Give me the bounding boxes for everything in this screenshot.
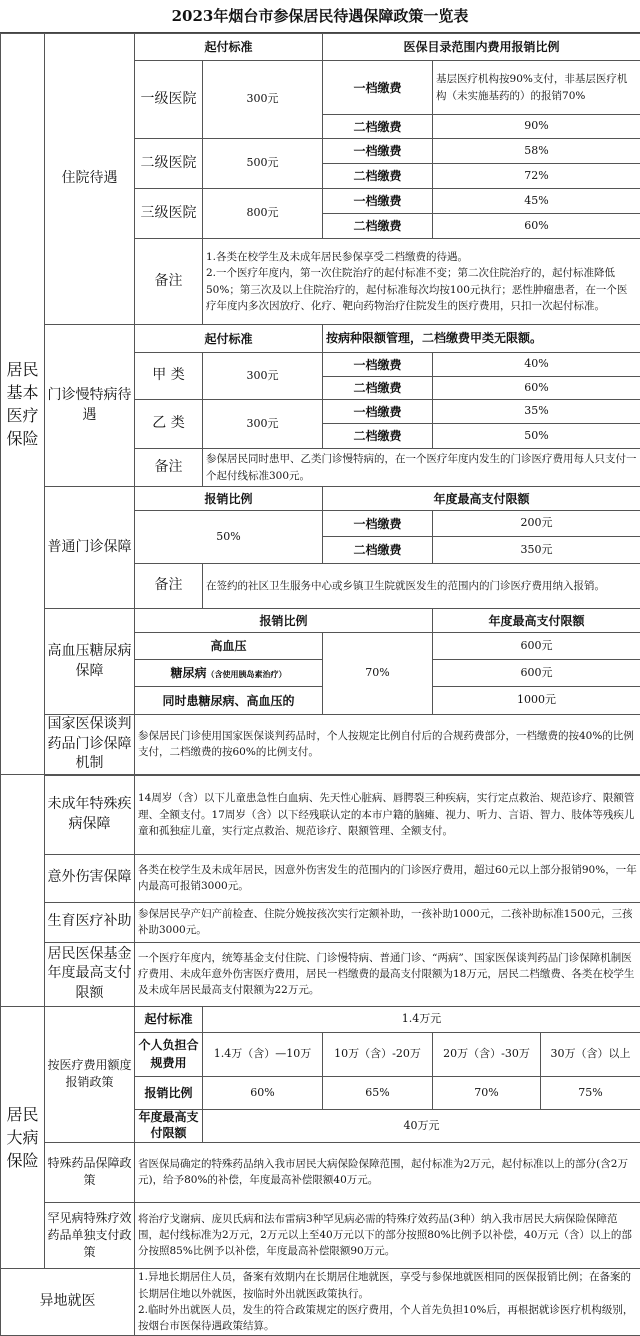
- ratio-label: 报销比例: [135, 1076, 203, 1109]
- general-ratio: 50%: [135, 511, 323, 564]
- twodisease-label: 高血压糖尿病保障: [45, 609, 135, 715]
- tier: 一档缴费: [323, 139, 433, 164]
- inpatient-note: 1.各类在校学生及未成年居民参保享受二档缴费的待遇。 2.一个医疗年度内，第一次住院治疗的起付标准不变；第二次住院治疗的，起付标准降低50%；第三次及以上住院治疗的，起付标准每次均按100元执行；恶性肿瘤患者，在一个医疗年度内多次因放疗、化疗、靶向药物治疗住院发生的医疗费用，只扣一次起付标准。: [203, 239, 640, 325]
- header-ratio: 报销比例: [135, 487, 323, 511]
- ratio: 70%: [433, 1076, 541, 1109]
- limit: 350元: [433, 537, 640, 564]
- ratio: 60%: [203, 1076, 323, 1109]
- rate: 基层医疗机构按90%支付，非基层医疗机构（未实施基药的）的报销70%: [433, 61, 640, 115]
- header-deductible: 起付标准: [135, 34, 323, 61]
- maternity-label: 生育医疗补助: [45, 902, 135, 942]
- deductible: 300元: [203, 353, 323, 400]
- tier: 二档缴费: [323, 424, 433, 449]
- header-limit: 年度最高支付限额: [433, 609, 640, 633]
- section-critical-insurance: 居民大病保险: [1, 1006, 45, 1268]
- header-reimbursement: 医保目录范围内费用报销比例: [323, 34, 640, 61]
- deductible-label: 起付标准: [135, 1006, 203, 1032]
- critical-limit: 40万元: [203, 1109, 640, 1142]
- special-label: 特殊药品保障政策: [45, 1142, 135, 1202]
- rate: 45%: [433, 189, 640, 214]
- section-basic-insurance: 居民基本医疗保险: [1, 34, 45, 775]
- maternity-text: 参保居民孕产妇产前检查、住院分娩按孩次实行定额补助，一孩补助1000元，二孩补助标准1500元，三孩补助3000元。: [135, 902, 640, 942]
- tier: 二档缴费: [323, 537, 433, 564]
- tier: 一档缴费: [323, 189, 433, 214]
- note-label: 备注: [135, 564, 203, 609]
- deductible: 300元: [203, 400, 323, 449]
- rare-label: 罕见病特殊疗效药品单独支付政策: [45, 1202, 135, 1268]
- disease-name: 同时患糖尿病、高血压的: [135, 687, 323, 715]
- tier: 二档缴费: [323, 214, 433, 239]
- general-note: 在签约的社区卫生服务中心或乡镇卫生院就医发生的范围内的门诊医疗费用纳入报销。: [203, 564, 640, 609]
- header-ratio: 报销比例: [135, 609, 433, 633]
- negotiated-text: 参保居民门诊使用国家医保谈判药品时，个人按规定比例自付后的合规药费部分，一档缴费的按40%的比例支付，二档缴费的按60%的比例支付。: [135, 715, 640, 775]
- chronic-header-note: 按病种限额管理，二档缴费甲类无限额。: [323, 325, 640, 353]
- accident-label: 意外伤害保障: [45, 854, 135, 902]
- critical-deductible: 1.4万元: [203, 1006, 640, 1032]
- page-title: 2023年烟台市参保居民待遇保障政策一览表: [0, 0, 640, 33]
- cost-range: 1.4万（含）—10万: [203, 1032, 323, 1076]
- header-deductible: 起付标准: [135, 325, 323, 353]
- header-limit: 年度最高支付限额: [323, 487, 640, 511]
- policy-table-cont: [0, 775, 640, 1336]
- ratio: 65%: [323, 1076, 433, 1109]
- rate: 60%: [433, 214, 640, 239]
- negotiated-label: 国家医保谈判药品门诊保障机制: [45, 715, 135, 775]
- disease-name: 高血压: [135, 633, 323, 660]
- range-label: 个人负担合规费用: [135, 1032, 203, 1076]
- cost-range: 30万（含）以上: [541, 1032, 640, 1076]
- policy-table: [0, 33, 640, 775]
- level-name: 一级医院: [135, 61, 203, 139]
- remote-text: 1.异地长期居住人员，备案有效期内在长期居住地就医，享受与参保地就医相同的医保报销比例；在备案的长期居住地以外就医，按临时外出就医政策执行。 2.临时外出就医人员，发生的符合政策规定的医疗费用，个人首先负担10%后，再根据就诊医疗机构级别，按烟台市医保待遇政策结算。: [135, 1268, 640, 1335]
- chronic-label: 门诊慢特病待遇: [45, 325, 135, 487]
- limit: 1000元: [433, 687, 640, 715]
- inpatient-label: 住院待遇: [45, 34, 135, 325]
- fundlimit-label: 居民医保基金年度最高支付限额: [45, 942, 135, 1006]
- tier: 二档缴费: [323, 164, 433, 189]
- limit: 600元: [433, 633, 640, 660]
- limit-label: 年度最高支付限额: [135, 1109, 203, 1142]
- disease-name: 糖尿病: [171, 666, 207, 680]
- tier: 一档缴费: [323, 511, 433, 537]
- tier: 一档缴费: [323, 353, 433, 377]
- special-text: 省医保局确定的特殊药品纳入我市居民大病保险保障范围，起付标准为2万元，起付标准以上的部分(含2万元)，给予80%的补偿，年度最高补偿限额40万元。: [135, 1142, 640, 1202]
- quota-label: 按医疗费用额度报销政策: [45, 1006, 135, 1142]
- accident-text: 各类在校学生及未成年居民，因意外伤害发生的范围内的门诊医疗费用，超过60元以上部分报销90%，一年内最高可报销3000元。: [135, 854, 640, 902]
- minor-label: 未成年特殊疾病保障: [45, 775, 135, 854]
- twodisease-ratio: 70%: [323, 633, 433, 715]
- cost-range: 20万（含）-30万: [433, 1032, 541, 1076]
- level-name: 三级医院: [135, 189, 203, 239]
- class-name: 乙 类: [135, 400, 203, 449]
- minor-text: 14周岁（含）以下儿童患急性白血病、先天性心脏病、唇腭裂三种疾病，实行定点救治、规范诊疗、限额管理、全额支付。17周岁（含）以下经残联认定的本市户籍的脑瘫、视力、听力、言语、智力、肢体等残疾儿童和孤独症儿童，实行定点救治、规范诊疗、限额管理、全额支付。: [135, 775, 640, 854]
- ratio: 75%: [541, 1076, 640, 1109]
- limit: 200元: [433, 511, 640, 537]
- class-name: 甲 类: [135, 353, 203, 400]
- rare-text: 将治疗戈谢病、庞贝氏病和法布雷病3种罕见病必需的特殊疗效药品(3种）纳入我市居民大病保险保障范围，起付线标准为2万元，2万元以上至40万元以下的部分按照80%比例予以补偿，40万元（含）以上的部分按照85%比例予以补偿，年度最高补偿限额90万元。: [135, 1202, 640, 1268]
- tier: 二档缴费: [323, 115, 433, 139]
- cost-range: 10万（含）-20万: [323, 1032, 433, 1076]
- rate: 40%: [433, 353, 640, 377]
- deductible: 300元: [203, 61, 323, 139]
- rate: 35%: [433, 400, 640, 424]
- tier: 二档缴费: [323, 377, 433, 400]
- rate: 90%: [433, 115, 640, 139]
- fundlimit-text: 一个医疗年度内，统筹基金支付住院、门诊慢特病、普通门诊、“两病”、国家医保谈判药品门诊保障机制医疗费用、未成年意外伤害医疗费用，居民一档缴费的最高支付限额为18万元，居民二档缴费、各类在校学生及未成年居民最高支付限额为22万元。: [135, 942, 640, 1006]
- deductible: 800元: [203, 189, 323, 239]
- tier: 一档缴费: [323, 400, 433, 424]
- remote-label: 异地就医: [1, 1268, 135, 1335]
- rate: 72%: [433, 164, 640, 189]
- note-label: 备注: [135, 239, 203, 325]
- rate: 60%: [433, 377, 640, 400]
- tier: 一档缴费: [323, 61, 433, 115]
- note-label: 备注: [135, 449, 203, 487]
- general-label: 普通门诊保障: [45, 487, 135, 609]
- disease-sub: （含使用胰岛素治疗）: [207, 669, 287, 679]
- deductible: 500元: [203, 139, 323, 189]
- chronic-note: 参保居民同时患甲、乙类门诊慢特病的，在一个医疗年度内发生的门诊医疗费用每人只支付一个起付线标准300元。: [203, 449, 640, 487]
- rate: 58%: [433, 139, 640, 164]
- level-name: 二级医院: [135, 139, 203, 189]
- limit: 600元: [433, 660, 640, 687]
- rate: 50%: [433, 424, 640, 449]
